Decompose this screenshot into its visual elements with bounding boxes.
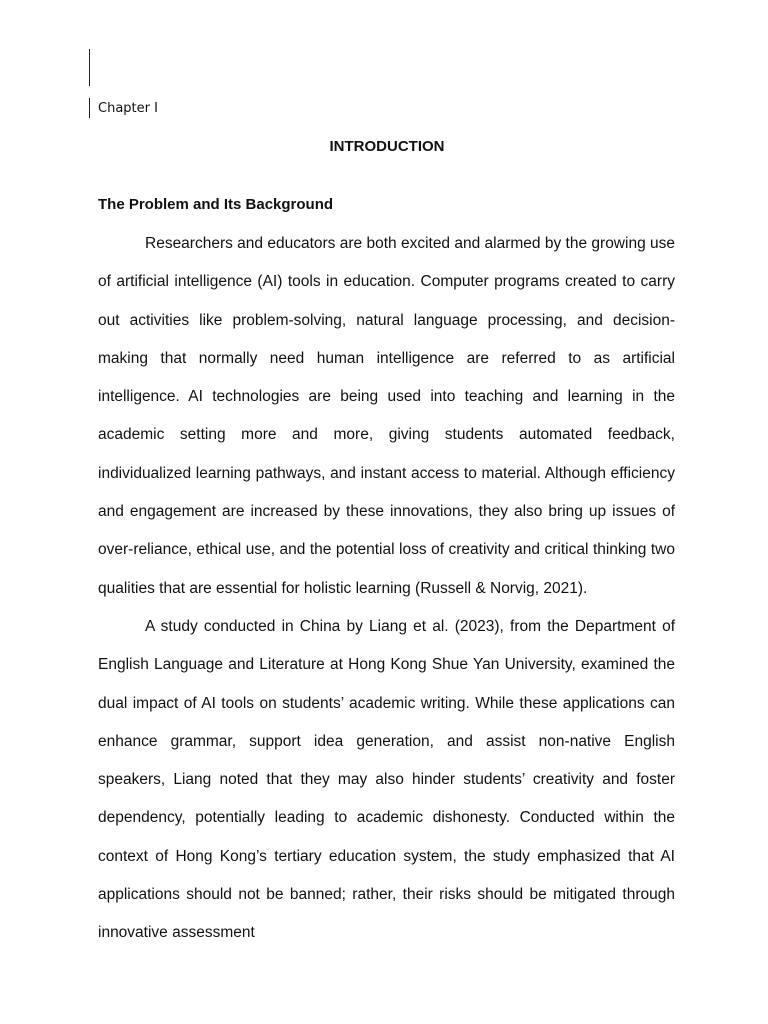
body-text <box>98 225 675 953</box>
chapter-label: Chapter I <box>98 101 158 116</box>
page-title: INTRODUCTION <box>329 138 445 155</box>
section-heading: The Problem and Its Background <box>98 196 334 213</box>
text-cursor <box>89 49 90 86</box>
paragraph: Researchers and educators are both excited and alarmed by the growing use of artificial intelligence (AI) tools in education. Computer programs created to carry out activities like problem-solving, natural language processing, and decision-making that normally need human intelligence are referred to as artificial intelligence. AI technologies are being used into teaching and learning in the academic setting more and more, giving students automated feedback, individualized learning pathways, and instant access to material. Although efficiency and engagement are increased by these innovations, they also bring up issues of over-reliance, ethical use, and the potential loss of creativity and critical thinking two qualities that are essential for holistic learning (Russell & Norvig, 2021). <box>98 235 675 597</box>
paragraph: A study conducted in China by Liang et al. (2023), from the Department of English Language and Literature at Hong Kong Shue Yan University, examined the dual impact of AI tools on students’ academic writing. While these applications can enhance grammar, support idea generation, and assist non-native English speakers, Liang noted that they may also hinder students’ creativity and foster dependency, potentially leading to academic dishonesty. Conducted within the context of Hong Kong’s tertiary education system, the study emphasized that AI applications should not be banned; rather, their risks should be mitigated through innovative assessment <box>98 617 675 942</box>
paragraph-mark <box>89 98 90 118</box>
